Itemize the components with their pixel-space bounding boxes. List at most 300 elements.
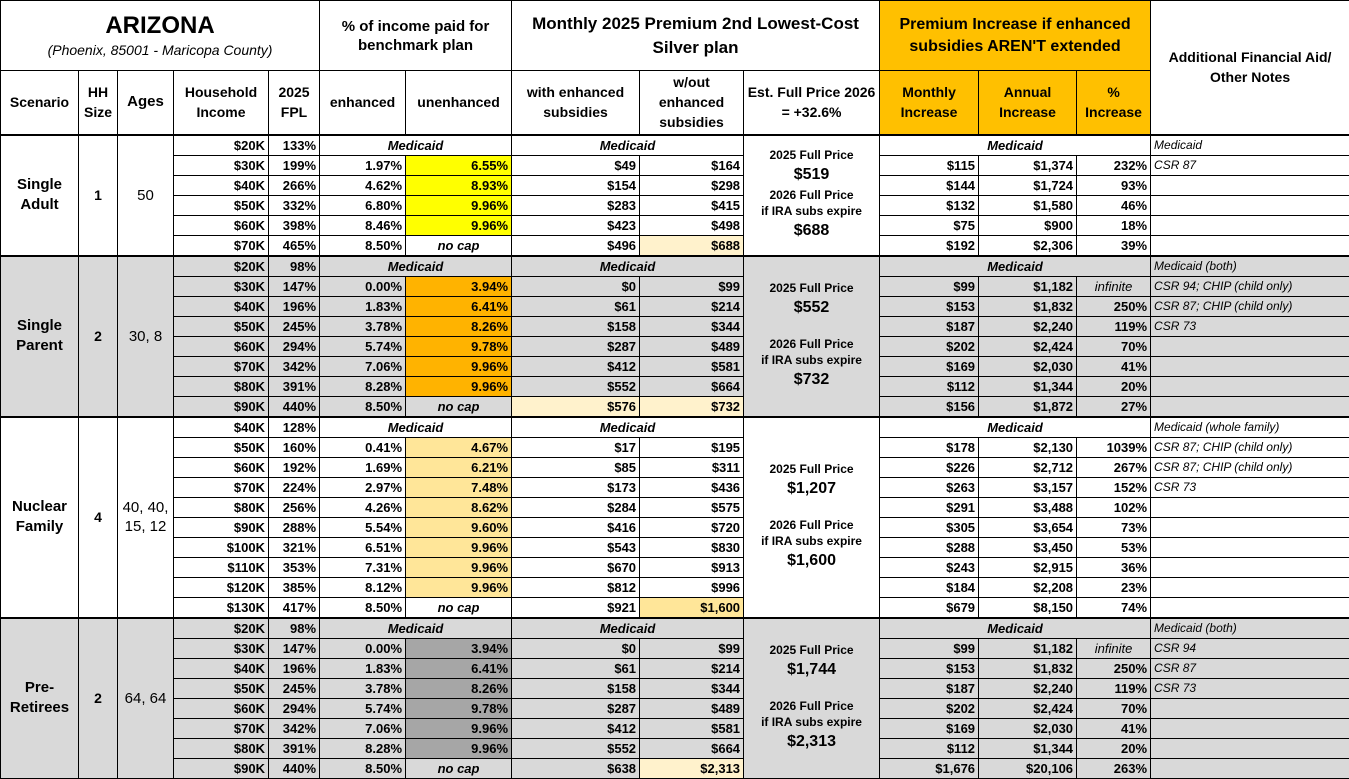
table-row [1, 396, 1349, 417]
unenhanced-cell: 8.26% [406, 678, 512, 698]
note-cell: CSR 73 [1151, 678, 1349, 698]
note-cell [1151, 396, 1349, 417]
monthly-increase-cell: $75 [880, 215, 979, 235]
without-subsidy-cell: $720 [640, 517, 744, 537]
enhanced-cell: 7.06% [320, 718, 406, 738]
income-cell: $40K [174, 175, 269, 195]
monthly-increase-cell: $156 [880, 396, 979, 417]
income-cell: $70K [174, 477, 269, 497]
income-cell: $70K [174, 718, 269, 738]
pct-increase-cell: 70% [1077, 698, 1151, 718]
fpl-cell: 256% [269, 497, 320, 517]
table-row [1, 135, 1349, 156]
income-cell: $80K [174, 376, 269, 396]
monthly-increase-cell: $144 [880, 175, 979, 195]
without-subsidy-cell: $489 [640, 698, 744, 718]
annual-increase-cell: $1,344 [979, 376, 1077, 396]
with-subsidy-cell: $61 [512, 296, 640, 316]
monthly-increase-cell: $99 [880, 276, 979, 296]
monthly-increase-cell: $202 [880, 336, 979, 356]
with-subsidy-cell: $158 [512, 678, 640, 698]
ages-header: Ages [118, 71, 174, 135]
note-cell [1151, 577, 1349, 597]
scenario-name: Pre-Retirees [1, 618, 79, 779]
with-subsidy-cell: $412 [512, 718, 640, 738]
table-row [1, 195, 1349, 215]
without-subsidy-cell: $99 [640, 638, 744, 658]
table-row [1, 256, 1349, 277]
no-cap-cell: no cap [406, 597, 512, 618]
note-cell [1151, 557, 1349, 577]
monthly-premium-header: Monthly 2025 Premium 2nd Lowest-Cost Silver plan [512, 1, 880, 71]
fpl-cell: 440% [269, 758, 320, 778]
ages: 64, 64 [118, 618, 174, 779]
additional-notes-header: Additional Financial Aid/ Other Notes [1151, 1, 1349, 135]
with-subsidy-cell: $49 [512, 155, 640, 175]
table-row [1, 336, 1349, 356]
table-row [1, 517, 1349, 537]
fpl-cell: 147% [269, 276, 320, 296]
with-subsidy-cell: $154 [512, 175, 640, 195]
fpl-cell: 321% [269, 537, 320, 557]
enhanced-cell: 5.54% [320, 517, 406, 537]
unenhanced-cell: 8.93% [406, 175, 512, 195]
monthly-increase-cell: $184 [880, 577, 979, 597]
full-price-cell [744, 135, 880, 256]
without-subsidy-cell: $688 [640, 235, 744, 256]
note-cell [1151, 497, 1349, 517]
monthly-increase-header: Monthly Increase [880, 71, 979, 135]
without-subsidy-cell: $214 [640, 296, 744, 316]
table-row [1, 638, 1349, 658]
annual-increase-cell: $1,580 [979, 195, 1077, 215]
unenhanced-cell: 4.67% [406, 437, 512, 457]
with-subsidy-cell: $552 [512, 376, 640, 396]
note-cell: CSR 73 [1151, 316, 1349, 336]
with-subsidy-cell: $812 [512, 577, 640, 597]
income-cell: $50K [174, 437, 269, 457]
pct-increase-cell: 102% [1077, 497, 1151, 517]
monthly-increase-cell: $288 [880, 537, 979, 557]
table-row [1, 437, 1349, 457]
unenhanced-cell: 3.94% [406, 638, 512, 658]
unenhanced-header: unenhanced [406, 71, 512, 135]
income-cell: $60K [174, 698, 269, 718]
note-cell [1151, 235, 1349, 256]
pct-increase-cell: 70% [1077, 336, 1151, 356]
table-row [1, 557, 1349, 577]
enhanced-cell: 6.80% [320, 195, 406, 215]
without-subsidy-cell: $415 [640, 195, 744, 215]
income-cell: $40K [174, 417, 269, 438]
without-subsidy-cell: $311 [640, 457, 744, 477]
enhanced-cell: 1.69% [320, 457, 406, 477]
scenario-name: Single Parent [1, 256, 79, 417]
without-subsidy-cell: $581 [640, 356, 744, 376]
unenhanced-cell: 7.48% [406, 477, 512, 497]
unenhanced-cell: 6.21% [406, 457, 512, 477]
without-subsidy-cell: $664 [640, 738, 744, 758]
pct-increase-cell: 73% [1077, 517, 1151, 537]
table-row [1, 417, 1349, 438]
without-subsidy-cell: $344 [640, 678, 744, 698]
pct-increase-cell: 18% [1077, 215, 1151, 235]
ages: 30, 8 [118, 256, 174, 417]
note-cell [1151, 698, 1349, 718]
without-subsidy-cell: $732 [640, 396, 744, 417]
annual-increase-cell: $3,488 [979, 497, 1077, 517]
medicaid-cell: Medicaid [512, 135, 744, 156]
unenhanced-cell: 9.78% [406, 336, 512, 356]
table-row [1, 698, 1349, 718]
unenhanced-cell: 8.26% [406, 316, 512, 336]
pct-increase-cell: 250% [1077, 658, 1151, 678]
without-subsidy-cell: $344 [640, 316, 744, 336]
income-cell: $130K [174, 597, 269, 618]
unenhanced-cell: 9.96% [406, 577, 512, 597]
monthly-increase-cell: $99 [880, 638, 979, 658]
enhanced-cell: 8.50% [320, 235, 406, 256]
monthly-increase-cell: $178 [880, 437, 979, 457]
note-cell [1151, 215, 1349, 235]
ira-label: if IRA subs expire [761, 204, 862, 218]
medicaid-cell: Medicaid [880, 135, 1151, 156]
enhanced-cell: 8.50% [320, 758, 406, 778]
table-row [1, 235, 1349, 256]
annual-increase-cell: $1,832 [979, 296, 1077, 316]
fp2025-label: 2025 Full Price [769, 643, 854, 657]
income-cell: $20K [174, 256, 269, 277]
fpl-cell: 342% [269, 356, 320, 376]
pct-increase-cell: 27% [1077, 396, 1151, 417]
fpl-cell: 147% [269, 638, 320, 658]
annual-increase-cell: $1,182 [979, 638, 1077, 658]
no-cap-cell: no cap [406, 758, 512, 778]
pct-increase-cell: 152% [1077, 477, 1151, 497]
fpl-cell: 294% [269, 698, 320, 718]
fpl-cell: 224% [269, 477, 320, 497]
without-subsidy-cell: $2,313 [640, 758, 744, 778]
household-income-header: Household Income [174, 71, 269, 135]
income-cell: $40K [174, 296, 269, 316]
pct-increase-cell: 267% [1077, 457, 1151, 477]
without-subsidy-cell: $436 [640, 477, 744, 497]
annual-increase-cell: $3,157 [979, 477, 1077, 497]
monthly-increase-cell: $291 [880, 497, 979, 517]
table-row [1, 758, 1349, 778]
without-subsidy-cell: $830 [640, 537, 744, 557]
enhanced-cell: 0.41% [320, 437, 406, 457]
hh-size: 2 [79, 256, 118, 417]
note-cell [1151, 376, 1349, 396]
enhanced-cell: 0.00% [320, 276, 406, 296]
annual-increase-cell: $2,130 [979, 437, 1077, 457]
annual-increase-cell: $1,832 [979, 658, 1077, 678]
pct-increase-cell: 119% [1077, 678, 1151, 698]
income-cell: $20K [174, 135, 269, 156]
annual-increase-cell: $900 [979, 215, 1077, 235]
with-subsidy-cell: $173 [512, 477, 640, 497]
pct-increase-cell: 1039% [1077, 437, 1151, 457]
with-subsidy-cell: $287 [512, 698, 640, 718]
price-2026: $688 [793, 222, 830, 239]
unenhanced-cell: 9.78% [406, 698, 512, 718]
annual-increase-cell: $1,344 [979, 738, 1077, 758]
without-subsidy-cell: $575 [640, 497, 744, 517]
annual-increase-cell: $2,240 [979, 316, 1077, 336]
without-subsidy-cell: $99 [640, 276, 744, 296]
table-row [1, 658, 1349, 678]
annual-increase-cell: $2,712 [979, 457, 1077, 477]
income-cell: $60K [174, 457, 269, 477]
no-cap-cell: no cap [406, 396, 512, 417]
ira-label: if IRA subs expire [761, 353, 862, 367]
income-cell: $110K [174, 557, 269, 577]
enhanced-cell: 4.62% [320, 175, 406, 195]
enhanced-cell: 8.12% [320, 577, 406, 597]
income-cell: $90K [174, 517, 269, 537]
medicaid-cell: Medicaid [512, 618, 744, 639]
note-cell [1151, 517, 1349, 537]
monthly-increase-cell: $187 [880, 316, 979, 336]
monthly-increase-cell: $153 [880, 296, 979, 316]
enhanced-cell: 7.31% [320, 557, 406, 577]
table-row [1, 497, 1349, 517]
annual-increase-cell: $1,872 [979, 396, 1077, 417]
no-cap-cell: no cap [406, 235, 512, 256]
income-cell: $40K [174, 658, 269, 678]
without-subsidy-cell: $298 [640, 175, 744, 195]
annual-increase-cell: $2,424 [979, 336, 1077, 356]
monthly-increase-cell: $169 [880, 718, 979, 738]
annual-increase-header: Annual Increase [979, 71, 1077, 135]
fpl-cell: 288% [269, 517, 320, 537]
note-cell: CSR 87; CHIP (child only) [1151, 296, 1349, 316]
table-row [1, 376, 1349, 396]
with-subsidy-cell: $543 [512, 537, 640, 557]
table-row [1, 296, 1349, 316]
monthly-increase-cell: $187 [880, 678, 979, 698]
price-2026: $1,600 [787, 552, 836, 569]
hh-size-header: HH Size [79, 71, 118, 135]
unenhanced-cell: 8.62% [406, 497, 512, 517]
with-subsidy-cell: $17 [512, 437, 640, 457]
with-subsidy-cell: $416 [512, 517, 640, 537]
unenhanced-cell: 6.41% [406, 296, 512, 316]
fpl-cell: 266% [269, 175, 320, 195]
unenhanced-cell: 9.96% [406, 738, 512, 758]
pct-increase-cell: infinite [1077, 276, 1151, 296]
unenhanced-cell: 9.96% [406, 537, 512, 557]
unenhanced-cell: 9.96% [406, 356, 512, 376]
pct-increase-cell: 36% [1077, 557, 1151, 577]
table-row [1, 738, 1349, 758]
annual-increase-cell: $1,724 [979, 175, 1077, 195]
pct-increase-cell: 20% [1077, 738, 1151, 758]
income-cell: $80K [174, 738, 269, 758]
fpl-cell: 133% [269, 135, 320, 156]
monthly-increase-cell: $192 [880, 235, 979, 256]
fpl-cell: 398% [269, 215, 320, 235]
pct-increase-cell: 23% [1077, 577, 1151, 597]
without-subsidy-cell: $996 [640, 577, 744, 597]
full-price-cell [744, 256, 880, 417]
without-subsidy-cell: $195 [640, 437, 744, 457]
fpl-cell: 196% [269, 658, 320, 678]
income-cell: $90K [174, 396, 269, 417]
enhanced-cell: 4.26% [320, 497, 406, 517]
medicaid-cell: Medicaid [320, 256, 512, 277]
with-subsidy-cell: $496 [512, 235, 640, 256]
price-2025: $519 [793, 166, 830, 183]
ira-label: if IRA subs expire [761, 534, 862, 548]
fp2026-label: 2026 Full Price [769, 188, 854, 202]
medicaid-cell: Medicaid [320, 135, 512, 156]
enhanced-cell: 1.83% [320, 658, 406, 678]
unenhanced-cell: 9.60% [406, 517, 512, 537]
fpl-header: 2025 FPL [269, 71, 320, 135]
fp2025-label: 2025 Full Price [769, 148, 854, 162]
fpl-cell: 294% [269, 336, 320, 356]
annual-increase-cell: $2,424 [979, 698, 1077, 718]
pct-increase-cell: 119% [1077, 316, 1151, 336]
fp2026-label: 2026 Full Price [769, 699, 854, 713]
note-cell: Medicaid (whole family) [1151, 417, 1349, 438]
monthly-increase-cell: $679 [880, 597, 979, 618]
fp2025-label: 2025 Full Price [769, 462, 854, 476]
medicaid-cell: Medicaid [320, 618, 512, 639]
income-cell: $70K [174, 235, 269, 256]
medicaid-cell: Medicaid [512, 417, 744, 438]
annual-increase-cell: $2,915 [979, 557, 1077, 577]
fpl-cell: 98% [269, 256, 320, 277]
table-row [1, 356, 1349, 376]
annual-increase-cell: $8,150 [979, 597, 1077, 618]
pct-increase-cell: infinite [1077, 638, 1151, 658]
fpl-cell: 342% [269, 718, 320, 738]
fp2025-label: 2025 Full Price [769, 281, 854, 295]
income-cell: $50K [174, 678, 269, 698]
fpl-cell: 245% [269, 678, 320, 698]
annual-increase-cell: $3,450 [979, 537, 1077, 557]
pct-increase-cell: 39% [1077, 235, 1151, 256]
monthly-increase-cell: $263 [880, 477, 979, 497]
table-row [1, 537, 1349, 557]
enhanced-cell: 3.78% [320, 678, 406, 698]
annual-increase-cell: $3,654 [979, 517, 1077, 537]
note-cell [1151, 597, 1349, 618]
price-2025: $1,207 [787, 480, 836, 497]
fpl-cell: 196% [269, 296, 320, 316]
pct-increase-cell: 74% [1077, 597, 1151, 618]
enhanced-cell: 8.28% [320, 376, 406, 396]
state-title [1, 1, 320, 71]
note-cell: CSR 94 [1151, 638, 1349, 658]
table-row [1, 276, 1349, 296]
enhanced-cell: 8.50% [320, 597, 406, 618]
est-full-price-header: Est. Full Price 2026 = +32.6% [744, 71, 880, 135]
without-subsidy-cell: $164 [640, 155, 744, 175]
with-subsidy-cell: $921 [512, 597, 640, 618]
income-cell: $20K [174, 618, 269, 639]
income-cell: $30K [174, 155, 269, 175]
with-subsidy-cell: $423 [512, 215, 640, 235]
without-subsidy-cell: $913 [640, 557, 744, 577]
fpl-cell: 353% [269, 557, 320, 577]
income-cell: $30K [174, 276, 269, 296]
without-subsidy-cell: $498 [640, 215, 744, 235]
note-cell [1151, 758, 1349, 778]
medicaid-cell: Medicaid [880, 618, 1151, 639]
without-enhanced-header: w/out enhanced subsidies [640, 71, 744, 135]
enhanced-header: enhanced [320, 71, 406, 135]
price-2026: $732 [793, 371, 830, 388]
fpl-cell: 385% [269, 577, 320, 597]
income-cell: $90K [174, 758, 269, 778]
fp2026-label: 2026 Full Price [769, 518, 854, 532]
table-row [1, 477, 1349, 497]
unenhanced-cell: 6.41% [406, 658, 512, 678]
ages: 50 [118, 135, 174, 256]
fpl-cell: 199% [269, 155, 320, 175]
annual-increase-cell: $2,208 [979, 577, 1077, 597]
note-cell [1151, 195, 1349, 215]
state-name: ARIZONA [105, 11, 215, 39]
income-cell: $80K [174, 497, 269, 517]
fpl-cell: 160% [269, 437, 320, 457]
fpl-cell: 391% [269, 376, 320, 396]
note-cell: Medicaid (both) [1151, 618, 1349, 639]
income-cell: $100K [174, 537, 269, 557]
scenario-name: Single Adult [1, 135, 79, 256]
without-subsidy-cell: $581 [640, 718, 744, 738]
without-subsidy-cell: $489 [640, 336, 744, 356]
medicaid-cell: Medicaid [880, 417, 1151, 438]
enhanced-cell: 1.83% [320, 296, 406, 316]
fpl-cell: 332% [269, 195, 320, 215]
pct-increase-cell: 20% [1077, 376, 1151, 396]
with-subsidy-cell: $638 [512, 758, 640, 778]
scenario-name: Nuclear Family [1, 417, 79, 618]
fpl-cell: 245% [269, 316, 320, 336]
fpl-cell: 417% [269, 597, 320, 618]
table-row [1, 175, 1349, 195]
ages: 40, 40, 15, 12 [118, 417, 174, 618]
unenhanced-cell: 9.96% [406, 195, 512, 215]
unenhanced-cell: 6.55% [406, 155, 512, 175]
hh-size: 1 [79, 135, 118, 256]
medicaid-cell: Medicaid [320, 417, 512, 438]
with-subsidy-cell: $283 [512, 195, 640, 215]
enhanced-cell: 3.78% [320, 316, 406, 336]
unenhanced-cell: 3.94% [406, 276, 512, 296]
annual-increase-cell: $1,374 [979, 155, 1077, 175]
full-price-cell [744, 618, 880, 779]
income-cell: $50K [174, 195, 269, 215]
medicaid-cell: Medicaid [512, 256, 744, 277]
enhanced-cell: 8.50% [320, 396, 406, 417]
monthly-increase-cell: $115 [880, 155, 979, 175]
pct-increase-cell: 232% [1077, 155, 1151, 175]
note-cell [1151, 537, 1349, 557]
fpl-cell: 192% [269, 457, 320, 477]
hh-size: 4 [79, 417, 118, 618]
annual-increase-cell: $2,240 [979, 678, 1077, 698]
table-row [1, 597, 1349, 618]
monthly-increase-cell: $226 [880, 457, 979, 477]
annual-increase-cell: $2,306 [979, 235, 1077, 256]
note-cell [1151, 738, 1349, 758]
